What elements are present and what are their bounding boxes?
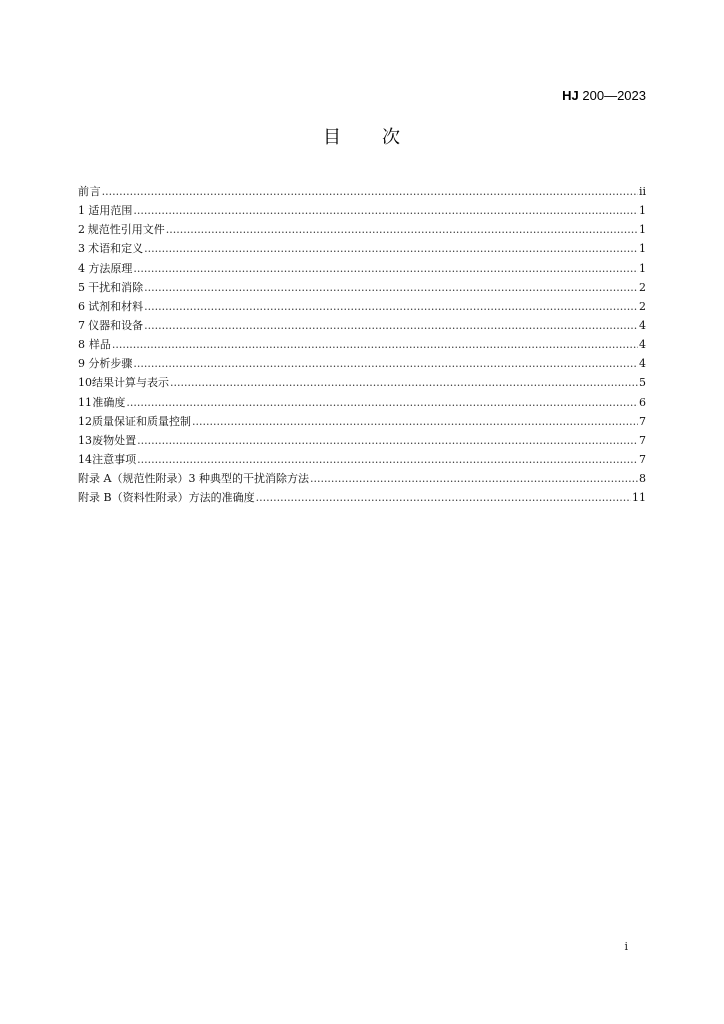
toc-title [0,123,724,149]
toc-entry-number: 附录 B（资料性附录） [78,491,189,505]
toc-entry-appendix-b[interactable] [78,488,646,507]
toc-leader-dots [310,469,638,488]
toc-entry-number: 1 [78,204,85,218]
toc-entry-label: 干扰和消除 [88,280,144,294]
toc-entry-label: 3 种典型的干扰消除方法 [188,472,309,486]
toc-entry-number: 12 [78,414,92,428]
page-number: i [624,940,628,953]
toc-entry[interactable] [78,239,646,258]
toc-entry-page: 2 [639,299,646,313]
toc-entry-number: 2 [78,223,85,237]
toc-entry-number: 7 [78,318,85,332]
toc-entry-number: 9 [78,357,85,371]
toc-entry[interactable] [78,450,646,469]
toc-entry-page: ii [638,185,646,198]
toc-entry[interactable] [78,297,646,316]
toc-entry-number: 4 [78,261,85,275]
toc-entry[interactable] [78,220,646,239]
toc-entry[interactable] [78,393,646,412]
toc-leader-dots [126,393,638,412]
toc-entry-number: 3 [78,242,85,256]
toc-entry-page: 2 [639,280,646,294]
toc-leader-dots [170,373,638,392]
toc-entry-label: 准确度 [92,395,126,409]
toc-entry-label: 注意事项 [92,452,137,466]
toc-entry[interactable] [78,412,646,431]
toc-entry-label: 废物处置 [92,433,137,447]
toc-leader-dots [102,182,638,201]
toc-entry-number: 8 [78,338,85,352]
toc-entry[interactable] [78,354,646,373]
toc-leader-dots [144,297,638,316]
toc-entry[interactable] [78,278,646,297]
toc-entry-label: 样品 [88,338,111,352]
standard-prefix: HJ [562,88,579,103]
toc-list [78,182,646,507]
toc-entry-number: 14 [78,452,92,466]
toc-entry-label: 言 [89,185,101,198]
toc-entry-page: 11 [632,491,646,505]
toc-entry-label: 试剂和材料 [88,299,144,313]
toc-leader-dots [133,201,638,220]
toc-entry-page: 1 [639,204,646,218]
toc-entry-label: 术语和定义 [88,242,144,256]
toc-entry-label: 分析步骤 [88,357,133,371]
toc-entry-number: 附录 A（规范性附录） [78,472,189,486]
toc-entry-label: 仪器和设备 [88,318,144,332]
toc-leader-dots [112,335,638,354]
toc-entry-number: 前 [78,185,89,198]
toc-leader-dots [144,316,638,335]
toc-entry-appendix-a[interactable] [78,469,646,488]
toc-entry-page: 8 [639,472,646,486]
toc-entry-page: 1 [639,242,646,256]
toc-entry-page: 1 [639,261,646,275]
toc-entry-page: 4 [639,357,646,371]
toc-entry[interactable] [78,373,646,392]
toc-entry-page: 5 [639,376,646,390]
toc-leader-dots [137,450,638,469]
toc-entry[interactable] [78,335,646,354]
toc-entry-page: 7 [639,452,646,466]
toc-leader-dots [133,259,638,278]
toc-entry-number: 10 [78,376,92,390]
toc-title-left: 目 [323,127,342,148]
toc-entry-number: 6 [78,299,85,313]
toc-title-right: 次 [382,127,401,148]
toc-entry-label: 质量保证和质量控制 [92,414,191,428]
toc-entry-page: 7 [639,414,646,428]
toc-leader-dots [192,412,638,431]
standard-number: 200—2023 [578,88,646,103]
toc-entry-number: 13 [78,433,92,447]
toc-leader-dots [137,431,638,450]
toc-entry-page: 6 [639,395,646,409]
toc-entry-number: 5 [78,280,85,294]
toc-entry-foreword[interactable] [78,182,646,201]
toc-entry-label: 方法的准确度 [188,491,255,505]
toc-leader-dots [133,354,638,373]
toc-entry-label: 适用范围 [88,204,133,218]
toc-entry-page: 4 [639,338,646,352]
toc-entry-number: 11 [78,395,92,409]
toc-entry-label: 规范性引用文件 [87,223,165,237]
toc-leader-dots [144,239,638,258]
toc-entry[interactable] [78,259,646,278]
toc-leader-dots [166,220,638,239]
toc-entry[interactable] [78,201,646,220]
toc-entry-page: 4 [639,318,646,332]
toc-entry[interactable] [78,431,646,450]
toc-leader-dots [144,278,638,297]
toc-entry-label: 结果计算与表示 [92,376,169,390]
toc-entry-page: 7 [639,433,646,447]
toc-entry-label: 方法原理 [88,261,133,275]
toc-entry-page: 1 [639,223,646,237]
toc-entry[interactable] [78,316,646,335]
toc-leader-dots [256,488,631,507]
standard-code [562,88,646,103]
